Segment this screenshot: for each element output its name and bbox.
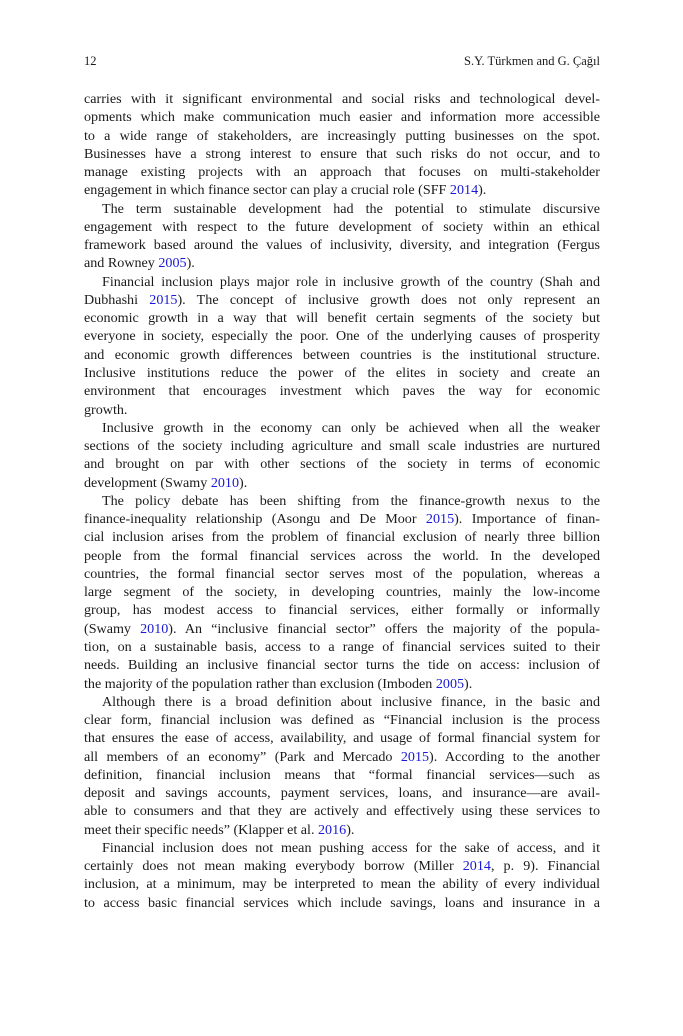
text-line (84, 474, 600, 492)
text-span: Businesses have a strong interest to ensure that such risks do not occur, and to (84, 145, 600, 162)
text-span: framework based around the values of inclusivity, diversity, and integration (Fergus (84, 237, 600, 254)
citation-link[interactable]: 2005 (158, 255, 187, 272)
text-span: Dubhashi (84, 291, 150, 308)
text-span: (Swamy (84, 620, 141, 637)
paragraph (84, 200, 600, 273)
text-span: people from the formal financial services across the world. In the developed (84, 547, 600, 564)
citation-link[interactable]: 2010 (140, 620, 169, 637)
text-span: to access basic financial services which include savings, loans and insurance in a (84, 894, 600, 911)
text-line (84, 620, 600, 638)
text-span: able to consumers and that they are actively and effectively using these services to (84, 803, 600, 820)
text-span: engagement in which finance sector can play a crucial role (SFF (84, 182, 450, 199)
text-line (84, 675, 600, 693)
citation-link[interactable]: 2015 (149, 291, 178, 308)
text-line (84, 729, 600, 747)
text-span: clear form, financial inclusion was defined as “Financial inclusion is the process (84, 712, 600, 729)
text-span: ). (478, 182, 487, 199)
text-line (84, 218, 600, 236)
text-line (84, 711, 600, 729)
text-span: development (Swamy (84, 474, 211, 491)
text-span: everyone in society, especially the poor. One of the underlying causes of prosperity (84, 328, 600, 345)
paragraph (84, 90, 600, 200)
text-span: growth. (84, 401, 128, 418)
text-span: countries, the formal financial sector serves most of the population, whereas a (84, 565, 600, 582)
text-span: ). (346, 821, 355, 838)
text-span: ). Importance of finan- (454, 511, 600, 528)
citation-link[interactable]: 2014 (462, 858, 491, 875)
text-span: and brought on par with other sections of the society in terms of economic (84, 456, 600, 473)
text-span: The term sustainable development had the potential to stimulate discursive (102, 200, 600, 217)
text-line (84, 492, 600, 510)
text-line (84, 327, 600, 345)
text-line (84, 127, 600, 145)
text-line (84, 601, 600, 619)
text-span: all members of an economy” (Park and Mercado (84, 748, 401, 765)
text-line (84, 821, 600, 839)
text-line (84, 254, 600, 272)
text-line (84, 108, 600, 126)
paragraph (84, 693, 600, 839)
text-line (84, 291, 600, 309)
text-span: meet their specific needs” (Klapper et al. (84, 821, 318, 838)
text-line (84, 90, 600, 108)
text-line (84, 638, 600, 656)
text-span: carries with it significant environmental and social risks and technological devel- (84, 91, 600, 107)
text-line (84, 236, 600, 254)
text-line (84, 547, 600, 565)
text-line (84, 200, 600, 218)
text-span: large segment of the society, in developing countries, mainly the low-income (84, 584, 600, 601)
text-line (84, 382, 600, 400)
paragraph (84, 492, 600, 693)
text-span: tion, on a sustainable basis, access to a range of financial services suited to their (84, 638, 600, 655)
running-head-authors: S.Y. Türkmen and G. Çağıl (464, 54, 600, 68)
text-span: ). According to the another (429, 748, 601, 765)
text-line (84, 656, 600, 674)
text-span: group, has modest access to financial services, either formally or informally (84, 602, 600, 619)
text-line (84, 455, 600, 473)
text-span: engagement with respect to the future development of society within an ethical (84, 218, 600, 235)
paragraph (84, 839, 600, 912)
text-line (84, 875, 600, 893)
text-line (84, 346, 600, 364)
citation-link[interactable]: 2015 (425, 511, 455, 528)
text-span: Financial inclusion plays major role in inclusive growth of the country (Shah and (102, 273, 600, 290)
paragraph (84, 419, 600, 492)
text-line (84, 839, 600, 857)
text-line (84, 145, 600, 163)
text-line (84, 163, 600, 181)
text-span: needs. Building an inclusive financial sector turns the tide on access: inclusion of (84, 657, 600, 674)
text-span: to a wide range of stakeholders, are increasingly putting businesses on the spot. (84, 127, 600, 144)
text-line (84, 309, 600, 327)
text-line (84, 857, 600, 875)
text-line (84, 364, 600, 382)
text-span: ). (464, 675, 473, 692)
text-span: sections of the society including agriculture and small scale industries are nurtured (84, 438, 600, 455)
text-line (84, 565, 600, 583)
text-span: Inclusive institutions reduce the power of the elites in society and create an (84, 364, 600, 381)
text-span: The policy debate has been shifting from the finance-growth nexus to the (102, 492, 600, 509)
body-text (84, 90, 600, 912)
text-span: and economic growth differences between countries is the institutional structure. (84, 346, 600, 363)
paragraph (84, 273, 600, 419)
text-span: manage existing projects with an approach that focuses on multi-stakeholder (84, 164, 600, 181)
text-span: opments which make communication much easier and information more accessible (84, 109, 600, 126)
text-span: economic growth in a way that will benefit certain segments of the society but (84, 310, 600, 327)
text-span: and Rowney (84, 255, 159, 272)
text-line (84, 766, 600, 784)
text-span: definition, financial inclusion means that “formal financial services—such as (84, 766, 600, 783)
text-span: inclusion, at a minimum, may be interpreted to mean the ability of every individual (84, 876, 600, 893)
text-line (84, 401, 600, 419)
text-line (84, 273, 600, 291)
text-span: that ensures the ease of access, availability, and usage of formal financial system for (84, 730, 600, 747)
citation-link[interactable]: 2015 (400, 748, 430, 765)
text-span: Financial inclusion does not mean pushing access for the sake of access, and it (102, 839, 600, 856)
text-line (84, 181, 600, 199)
text-span: finance-inequality relationship (Asongu and De Moor (84, 511, 426, 528)
text-span: the majority of the population rather than exclusion (Imboden (84, 675, 436, 692)
page-number: 12 (84, 54, 97, 68)
text-span: , p. 9). Financial (490, 858, 600, 875)
text-line (84, 894, 600, 912)
text-span: Inclusive growth in the economy can only be achieved when all the weaker (102, 419, 600, 436)
text-span: cial inclusion arises from the problem of financial exclusion of nearly three billion (84, 529, 600, 546)
running-header (84, 54, 600, 69)
text-line (84, 748, 600, 766)
text-span: ). An “inclusive financial sector” offers the majority of the popula- (168, 620, 600, 637)
text-line (84, 693, 600, 711)
citation-link[interactable]: 2010 (210, 474, 240, 491)
text-line (84, 528, 600, 546)
text-span: environment that encourages investment which paves the way for economic (84, 383, 600, 400)
citation-link[interactable]: 2005 (435, 675, 465, 692)
text-span: certainly does not mean making everybody borrow (Miller (84, 858, 463, 875)
text-line (84, 583, 600, 601)
text-span: ). (186, 255, 195, 272)
citation-link[interactable]: 2014 (449, 182, 479, 199)
text-line (84, 802, 600, 820)
text-span: ). The concept of inclusive growth does not only represent an (177, 291, 600, 308)
citation-link[interactable]: 2016 (318, 821, 347, 838)
text-line (84, 510, 600, 528)
text-span: ). (239, 474, 248, 491)
text-line (84, 784, 600, 802)
text-span: deposit and savings accounts, payment services, loans, and insurance—are avail- (84, 785, 600, 802)
text-line (84, 437, 600, 455)
text-line (84, 419, 600, 437)
text-span: Although there is a broad definition about inclusive finance, in the basic and (102, 693, 600, 710)
